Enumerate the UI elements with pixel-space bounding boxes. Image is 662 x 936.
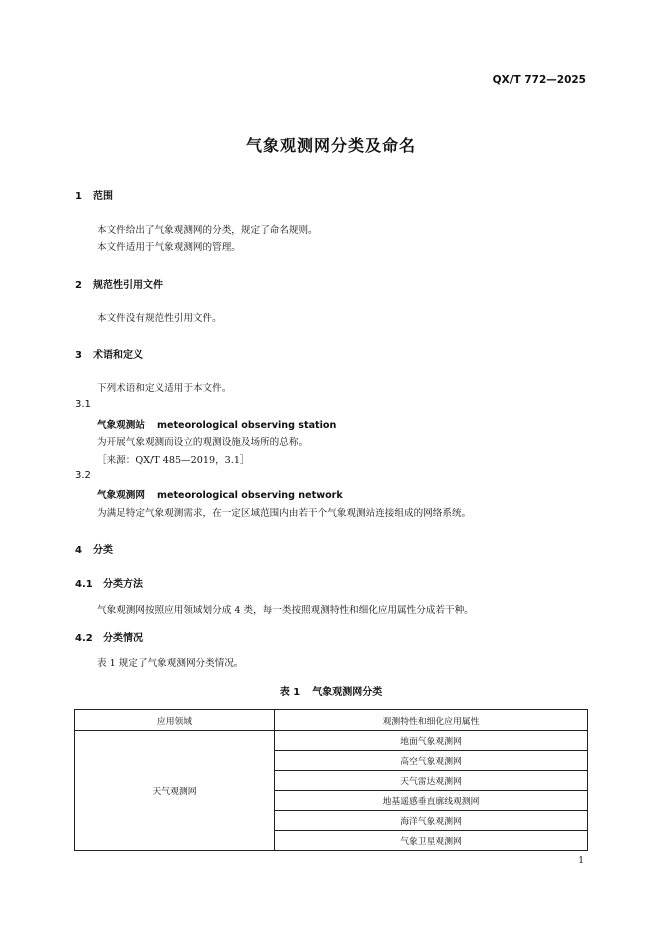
term-en: meteorological observing station (156, 420, 337, 431)
table-cell: 气象卫星观测网 (275, 831, 588, 851)
term-source: ［来源：QX/T 485—2019，3.1］ (97, 455, 250, 466)
table-title: 气象观测网分类 (312, 687, 383, 698)
term-number: 3.2 (75, 470, 91, 481)
subsection-title: 分类方法 (103, 579, 143, 590)
table-cell: 地基遥感垂直廓线观测网 (275, 791, 588, 811)
section-title: 分类 (93, 545, 113, 556)
term-number: 3.1 (75, 399, 91, 410)
section-title: 术语和定义 (93, 350, 143, 361)
term-zh: 气象观测站 (97, 420, 145, 431)
section-4-heading (75, 541, 113, 556)
paragraph: 本文件没有规范性引用文件。 (97, 313, 222, 324)
table-cell-category: 天气观测网 (75, 731, 275, 851)
term-definition: 为开展气象观测而设立的观测设施及场所的总称。 (97, 437, 309, 448)
section-number: 4 (75, 545, 82, 556)
term-heading (97, 487, 343, 501)
section-title: 范围 (93, 191, 113, 202)
term-zh: 气象观测网 (97, 490, 145, 501)
table-row (75, 731, 588, 751)
table-caption (0, 683, 662, 698)
term-definition: 为满足特定气象观测需求，在一定区域范围内由若干个气象观测站连接组成的网络系统。 (97, 508, 472, 519)
paragraph: 本文件适用于气象观测网的管理。 (97, 242, 241, 253)
subsection-4-2-heading (75, 629, 143, 644)
page-number: 1 (578, 856, 584, 866)
term-en: meteorological observing network (156, 490, 343, 501)
classification-table (74, 709, 588, 851)
subsection-number: 4.2 (75, 633, 93, 644)
table-number: 表 1 (279, 687, 301, 698)
subsection-number: 4.1 (75, 579, 93, 590)
section-number: 3 (75, 350, 82, 361)
paragraph: 气象观测网按照应用领域划分成 4 类，每一类按照观测特性和细化应用属性分成若干种。 (97, 605, 474, 616)
section-1-heading (75, 187, 113, 202)
section-3-heading (75, 346, 143, 361)
document-code: QX/T 772—2025 (492, 74, 586, 86)
section-2-heading (75, 276, 163, 291)
table-header-row (75, 710, 588, 731)
paragraph: 本文件给出了气象观测网的分类，规定了命名规则。 (97, 225, 318, 236)
term-heading (97, 417, 336, 431)
table-cell: 高空气象观测网 (275, 751, 588, 771)
column-header: 观测特性和细化应用属性 (275, 710, 588, 731)
section-number: 2 (75, 280, 82, 291)
section-number: 1 (75, 191, 82, 202)
document-title: 气象观测网分类及命名 (245, 136, 416, 155)
section-title: 规范性引用文件 (93, 280, 163, 291)
table-cell: 地面气象观测网 (275, 731, 588, 751)
table-cell: 海洋气象观测网 (275, 811, 588, 831)
paragraph: 下列术语和定义适用于本文件。 (97, 383, 232, 394)
subsection-title: 分类情况 (103, 633, 143, 644)
column-header: 应用领域 (75, 710, 275, 731)
table-cell: 天气雷达观测网 (275, 771, 588, 791)
paragraph: 表 1 规定了气象观测网分类情况。 (97, 658, 244, 669)
subsection-4-1-heading (75, 575, 143, 590)
